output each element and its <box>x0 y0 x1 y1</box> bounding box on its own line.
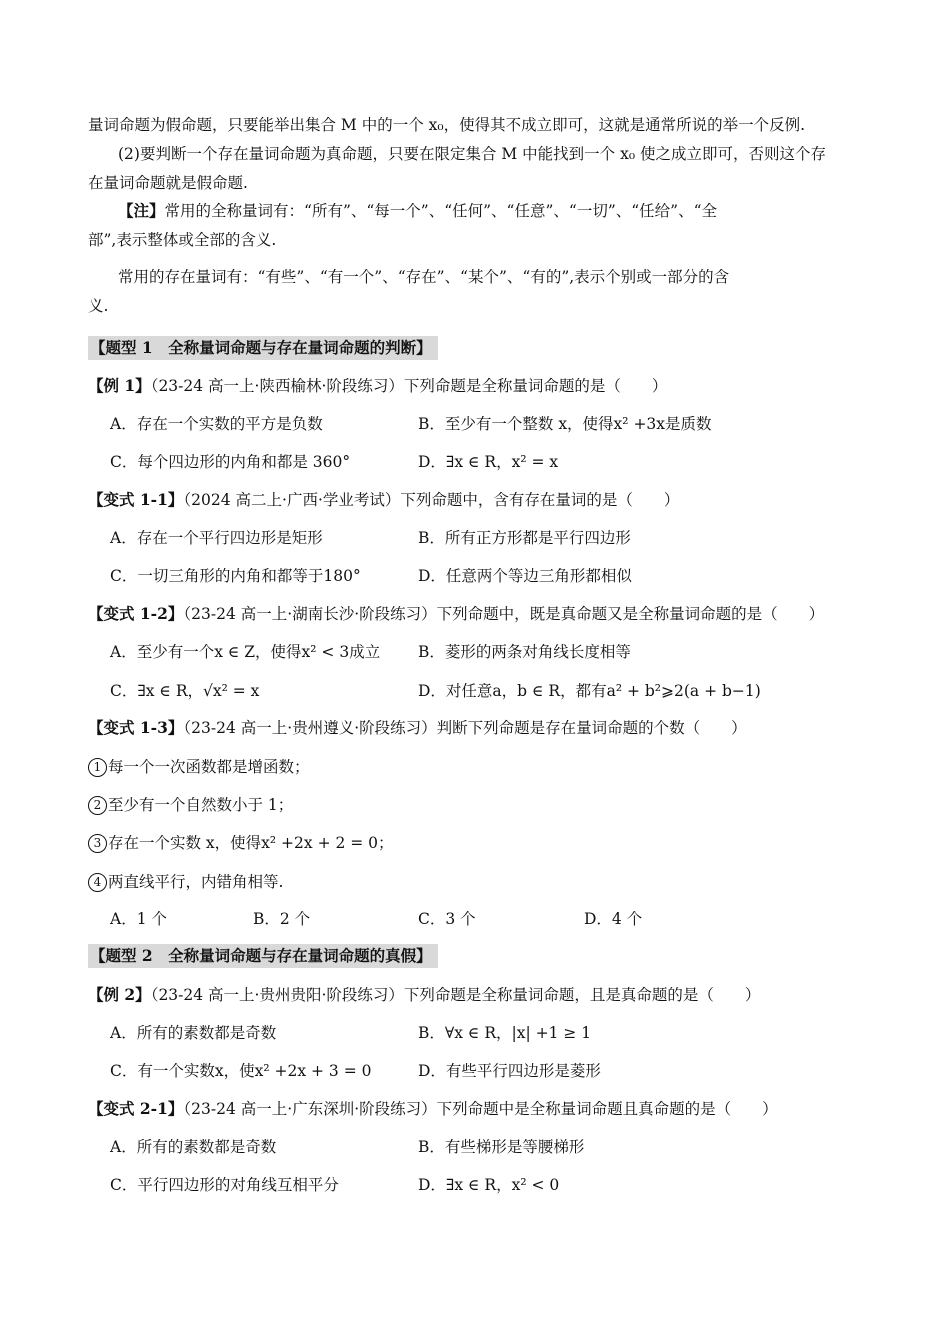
variant-1-2-stem <box>88 603 878 625</box>
circled-number-2: 2 <box>88 796 107 815</box>
variant-1-3-option-c: C．3 个 <box>418 910 476 928</box>
example-2-option-a: A．所有的素数都是奇数 <box>110 1024 277 1042</box>
item-3-text: 存在一个实数 x，使得x² +2x + 2 = 0； <box>108 834 394 852</box>
example-1-tag: 【例 1】 <box>88 376 151 395</box>
circled-number-3: 3 <box>88 834 107 853</box>
example-2-option-d: D．有些平行四边形是菱形 <box>418 1062 601 1080</box>
variant-1-2-option-c: C．∃x ∈ R，√x² = x <box>110 682 260 700</box>
variant-1-2-option-a: A．至少有一个x ∈ Z，使得x² < 3成立 <box>110 643 381 661</box>
variant-1-1-text: （2024 高二上·广西·学业考试）下列命题中，含有存在量词的是（ ） <box>183 491 680 509</box>
note-text: 常用的全称量词有：“所有”、“每一个”、“任何”、“任意”、“一切”、“任给”、“全 <box>164 202 718 220</box>
variant-2-1-text: （23-24 高一上·广东深圳·阶段练习）下列命题中是全称量词命题且真命题的是（ ） <box>183 1100 778 1118</box>
example-1-stem <box>88 375 878 397</box>
section-heading-1: 【题型 1 全称量词命题与存在量词命题的判断】 <box>88 336 438 360</box>
variant-1-3-option-b: B．2 个 <box>253 910 311 928</box>
intro-line-1: 量词命题为假命题，只要能举出集合 M 中的一个 x₀，使得其不成立即可，这就是通常所说的举一个反例. <box>88 116 806 134</box>
variant-1-3-option-d: D．4 个 <box>584 910 643 928</box>
variant-1-3-tag: 【变式 1-3】 <box>88 718 184 737</box>
example-1-option-d: D．∃x ∈ R，x² = x <box>418 453 559 471</box>
example-2-stem <box>88 984 878 1006</box>
example-2-option-c: C．有一个实数x，使x² +2x + 3 = 0 <box>110 1062 372 1080</box>
example-2-tag: 【例 2】 <box>88 985 151 1004</box>
variant-1-1-option-d: D．任意两个等边三角形都相似 <box>418 567 632 585</box>
variant-2-1-option-b: B．有些梯形是等腰梯形 <box>418 1138 585 1156</box>
variant-1-3-item-2 <box>88 794 878 816</box>
variant-2-1-option-c: C．平行四边形的对角线互相平分 <box>110 1176 339 1194</box>
example-1-option-b: B．至少有一个整数 x，使得x² +3x是质数 <box>418 415 712 433</box>
example-2-text: （23-24 高一上·贵州贵阳·阶段练习）下列命题是全称量词命题，且是真命题的是（ ） <box>150 986 761 1004</box>
item-2-text: 至少有一个自然数小于 1； <box>108 796 294 814</box>
section-heading-2: 【题型 2 全称量词命题与存在量词命题的真假】 <box>88 944 438 968</box>
variant-1-3-option-a: A．1 个 <box>110 910 167 928</box>
item-4-text: 两直线平行，内错角相等. <box>108 873 284 891</box>
variant-2-1-tag: 【变式 2-1】 <box>88 1099 184 1118</box>
example-1-option-a: A．存在一个实数的平方是负数 <box>110 415 323 433</box>
variant-1-1-option-c: C．一切三角形的内角和都等于180° <box>110 567 361 585</box>
variant-1-2-tag: 【变式 1-2】 <box>88 604 184 623</box>
variant-1-1-option-a: A．存在一个平行四边形是矩形 <box>110 529 323 547</box>
variant-2-1-option-d: D．∃x ∈ R，x² < 0 <box>418 1176 560 1194</box>
variant-1-1-stem <box>88 489 878 511</box>
variant-1-2-option-b: B．菱形的两条对角线长度相等 <box>418 643 631 661</box>
example-2-option-b: B．∀x ∈ R，|x| +1 ≥ 1 <box>418 1024 592 1042</box>
variant-1-3-stem <box>88 717 878 739</box>
exist-line-1: 常用的存在量词有：“有些”、“有一个”、“存在”、“某个”、“有的”,表示个别或一部分的含 <box>118 268 730 286</box>
variant-1-3-item-3 <box>88 832 878 854</box>
intro-line-2: (2)要判断一个存在量词命题为真命题，只要在限定集合 M 中能找到一个 x₀ 使之成立即可，否则这个存 <box>118 145 826 163</box>
variant-1-3-item-4 <box>88 871 878 893</box>
variant-1-1-tag: 【变式 1-1】 <box>88 490 184 509</box>
example-1-option-c: C．每个四边形的内角和都是 360° <box>110 453 351 471</box>
variant-2-1-option-a: A．所有的素数都是奇数 <box>110 1138 277 1156</box>
circled-number-4: 4 <box>88 873 107 892</box>
note-tag: 【注】 <box>118 201 165 220</box>
note-line <box>118 200 908 222</box>
note-continuation: 部”,表示整体或全部的含义. <box>88 231 277 249</box>
item-1-text: 每一个一次函数都是增函数； <box>108 758 310 776</box>
variant-1-3-text: （23-24 高一上·贵州遵义·阶段练习）判断下列命题是存在量词命题的个数（ ） <box>183 719 747 737</box>
variant-1-2-option-d: D．对任意a，b ∈ R，都有a² + b²⩾2(a + b−1) <box>418 682 761 700</box>
circled-number-1: 1 <box>88 758 107 777</box>
example-1-text: （23-24 高一上·陕西榆林·阶段练习）下列命题是全称量词命题的是（ ） <box>150 377 668 395</box>
variant-1-2-text: （23-24 高一上·湖南长沙·阶段练习）下列命题中，既是真命题又是全称量词命题的是（ ） <box>183 605 825 623</box>
variant-2-1-stem <box>88 1098 878 1120</box>
variant-1-1-option-b: B．所有正方形都是平行四边形 <box>418 529 631 547</box>
intro-line-3: 在量词命题就是假命题. <box>88 174 248 192</box>
exist-line-2: 义. <box>88 297 109 315</box>
variant-1-3-item-1 <box>88 756 878 778</box>
